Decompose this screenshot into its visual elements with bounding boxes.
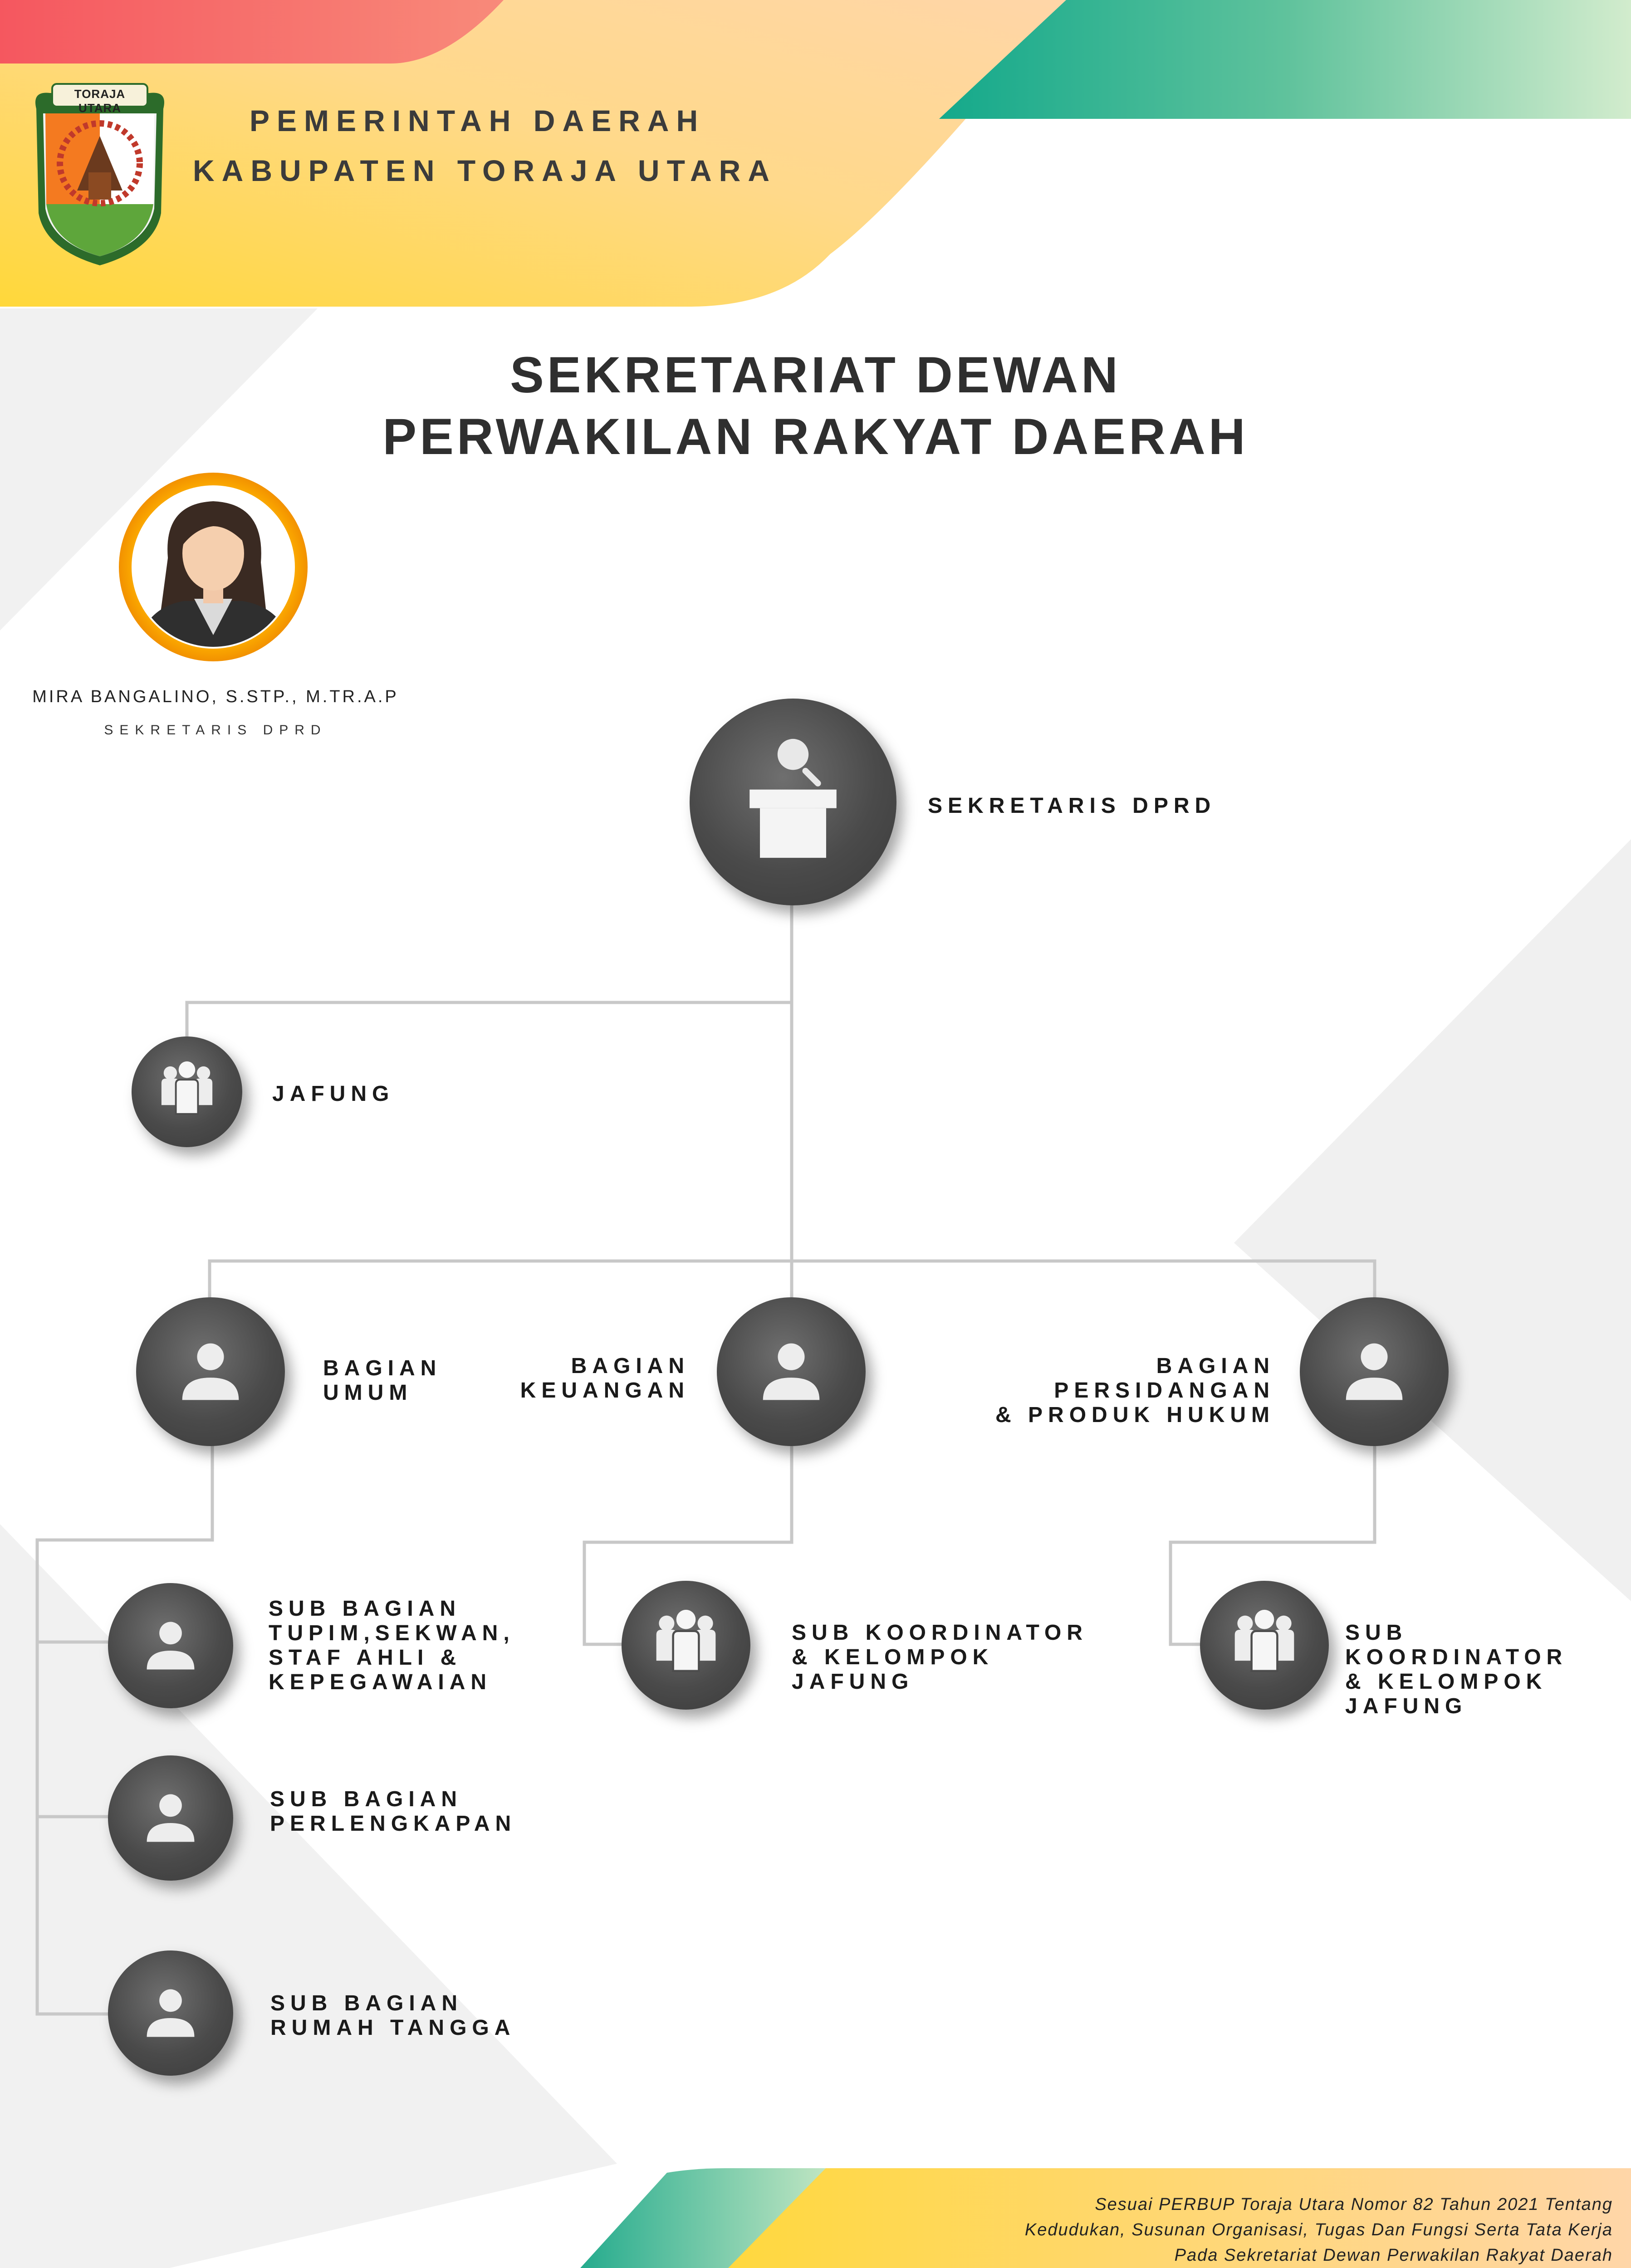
node-sub-bagian-perlengkapan xyxy=(108,1755,233,1881)
footer-line-1: Sesuai PERBUP Toraja Utara Nomor 82 Tahun 2021 Tentang xyxy=(1095,2195,1613,2214)
label-bagian-persidangan: BAGIAN PERSIDANGAN & PRODUK HUKUM xyxy=(995,1354,1275,1427)
label-sub-bagian-rumah-tangga: SUB BAGIAN RUMAH TANGGA xyxy=(270,1991,516,2040)
node-bagian-keuangan xyxy=(717,1297,866,1446)
person-icon xyxy=(108,1583,233,1708)
official-position: SEKRETARIS DPRD xyxy=(104,723,327,738)
label-bagian-keuangan: BAGIAN KEUANGAN xyxy=(520,1354,690,1403)
node-jafung xyxy=(132,1036,242,1147)
node-bagian-umum xyxy=(136,1297,285,1446)
person-icon xyxy=(717,1297,866,1446)
node-sub-koordinator-persidangan xyxy=(1200,1581,1329,1710)
node-sub-bagian-rumah-tangga xyxy=(108,1950,233,2076)
podium-icon xyxy=(690,699,896,905)
header-line-2: KABUPATEN TORAJA UTARA xyxy=(193,154,777,187)
logo-banner-text: TORAJA UTARA xyxy=(74,87,126,115)
node-bagian-persidangan xyxy=(1300,1297,1449,1446)
label-sekretaris-dprd: SEKRETARIS DPRD xyxy=(928,794,1216,818)
label-sub-bagian-perlengkapan: SUB BAGIAN PERLENGKAPAN xyxy=(270,1787,517,1836)
group-icon xyxy=(132,1036,242,1147)
label-sub-koordinator-keuangan: SUB KOORDINATOR & KELOMPOK JAFUNG xyxy=(792,1621,1088,1694)
person-icon xyxy=(108,1755,233,1881)
label-sub-bagian-tupim: SUB BAGIAN TUPIM,SEKWAN, STAF AHLI & KEPEGAWAIAN xyxy=(269,1597,515,1694)
page-title-line-2: PERWAKILAN RAKYAT DAERAH xyxy=(382,408,1249,465)
node-sub-koordinator-keuangan xyxy=(622,1581,750,1710)
person-icon xyxy=(136,1297,285,1446)
node-sekretaris-dprd xyxy=(690,699,896,905)
woman-avatar-icon xyxy=(119,473,308,661)
group-icon xyxy=(622,1581,750,1710)
page-title-line-1: SEKRETARIAT DEWAN xyxy=(510,347,1121,403)
footer-line-2: Kedudukan, Susunan Organisasi, Tugas Dan Fungsi Serta Tata Kerja xyxy=(1024,2220,1613,2239)
label-bagian-umum: BAGIAN UMUM xyxy=(323,1356,442,1405)
official-name: MIRA BANGALINO, S.STP., M.TR.A.P xyxy=(32,687,399,706)
label-sub-koordinator-persidangan: SUB KOORDINATOR & KELOMPOK JAFUNG xyxy=(1345,1621,1568,1718)
label-jafung: JAFUNG xyxy=(272,1082,395,1106)
footer-line-3: Pada Sekretariat Dewan Perwakilan Rakyat Daerah xyxy=(1174,2246,1613,2265)
group-icon xyxy=(1200,1581,1329,1710)
person-icon xyxy=(1300,1297,1449,1446)
person-icon xyxy=(108,1950,233,2076)
header-line-1: PEMERINTAH DAERAH xyxy=(250,104,705,137)
node-sub-bagian-tupim xyxy=(108,1583,233,1708)
